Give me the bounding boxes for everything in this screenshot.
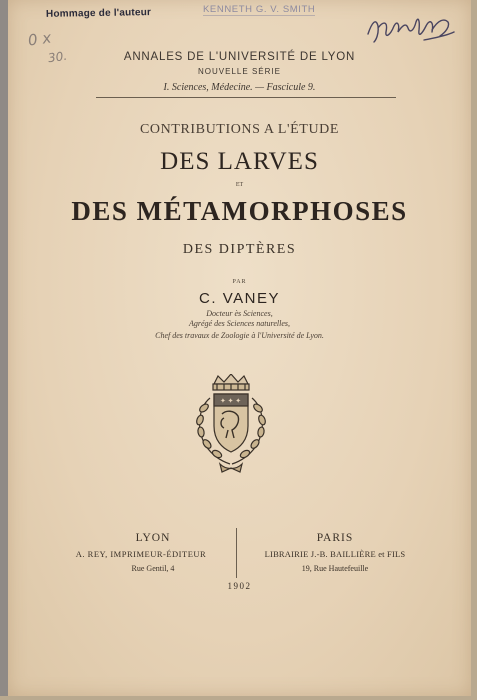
pencil-mark: 0 x (26, 28, 53, 50)
imprint-divider (236, 528, 237, 578)
page-edge-bottom (0, 696, 477, 700)
imprint-lyon-publisher: A. REY, IMPRIMEUR-ÉDITEUR (75, 549, 207, 559)
fascicule-line: I. Sciences, Médecine. — Fascicule 9. (163, 82, 316, 93)
imprint-paris-publisher: LIBRAIRIE J.-B. BAILLIÈRE et FILS (264, 549, 406, 559)
imprint-paris-city: PARIS (316, 532, 354, 544)
title-line-2: DES LARVES (160, 148, 319, 175)
author-name: C. VANEY (199, 290, 280, 307)
author-credential: Docteur ès Sciences, (206, 309, 273, 318)
author-credential: Agrégé des Sciences naturelles, (188, 319, 290, 328)
title-page (8, 0, 471, 696)
title-line-3: DES MÉTAMORPHOSES (71, 196, 408, 226)
title-line-1: CONTRIBUTIONS A L'ÉTUDE (139, 122, 340, 137)
title-conjunction: ET (235, 182, 244, 188)
author-by: PAR (232, 279, 247, 285)
svg-text:✦ ✦ ✦: ✦ ✦ ✦ (220, 397, 242, 405)
coat-of-arms-emblem (184, 374, 278, 474)
header-rule (96, 97, 396, 98)
imprint-lyon-city: LYON (135, 532, 171, 544)
title-line-4: DES DIPTÈRES (182, 242, 297, 257)
owner-stamp: KENNETH G. V. SMITH (203, 4, 316, 15)
publication-year: 1902 (227, 581, 252, 591)
author-credential: Chef des travaux de Zoologie à l'Université de Lyon. (155, 331, 324, 340)
binding-edge (0, 0, 8, 700)
handwritten-signature (364, 12, 456, 48)
imprint-paris-address: 19, Rue Hautefeuille (301, 564, 369, 573)
series-subtitle: NOUVELLE SÉRIE (198, 67, 281, 76)
gift-stamp: Hommage de l'auteur (45, 7, 152, 20)
page-edge (471, 0, 477, 700)
series-title: ANNALES DE L'UNIVERSITÉ DE LYON (123, 51, 356, 63)
imprint-lyon-address: Rue Gentil, 4 (131, 564, 175, 573)
pencil-mark: 30. (47, 48, 68, 66)
